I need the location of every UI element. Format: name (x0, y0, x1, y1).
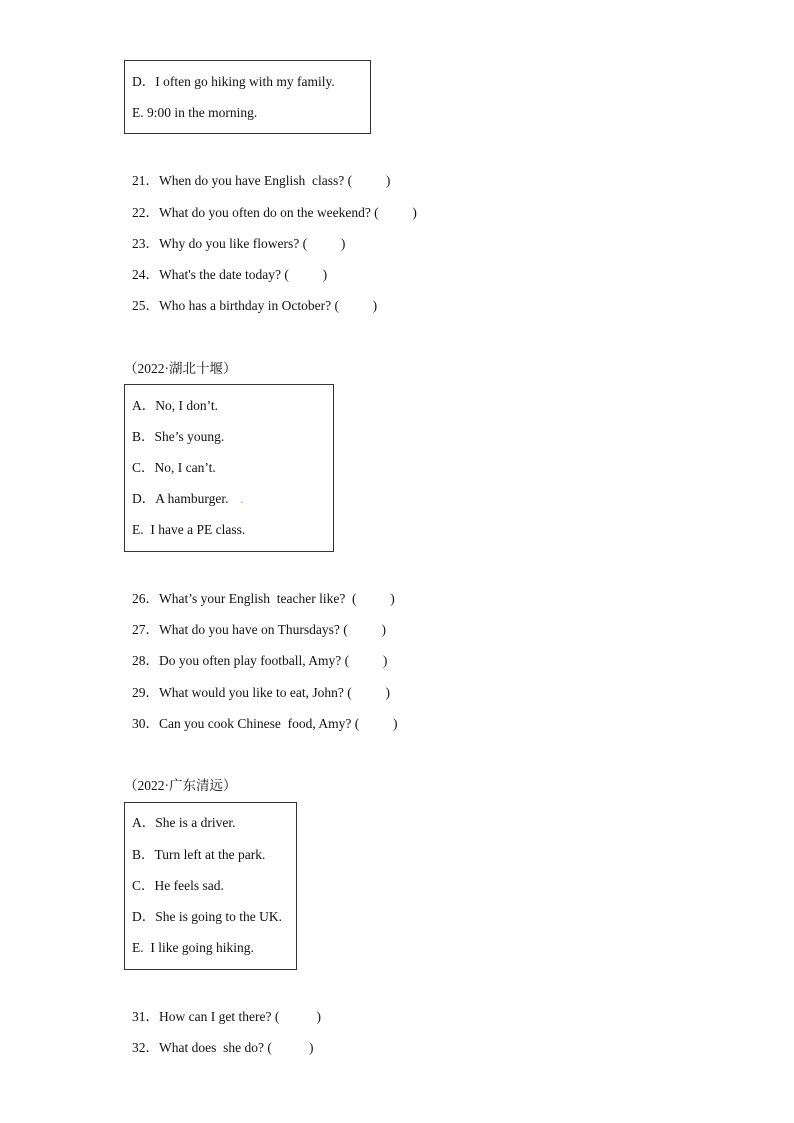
question-25: 25．Who has a birthday in October? ( ) (132, 298, 378, 313)
option-d: D．A hamburger. (132, 491, 229, 506)
question-26: 26．What’s your English teacher like? ( ) (132, 591, 395, 606)
question-24: 24．What's the date today? ( ) (132, 267, 328, 282)
option-b: B．Turn left at the park. (132, 847, 266, 862)
question-29: 29．What would you like to eat, John? ( ) (132, 685, 390, 700)
option-c: C．No, I can’t. (132, 460, 216, 475)
yellow-dot-mark: . (240, 491, 244, 506)
option-a: A．No, I don’t. (132, 398, 218, 413)
option-e: E. 9:00 in the morning. (132, 105, 258, 120)
question-28: 28．Do you often play football, Amy? ( ) (132, 653, 388, 668)
question-30: 30．Can you cook Chinese food, Amy? ( ) (132, 716, 398, 731)
question-22: 22．What do you often do on the weekend? ( ) (132, 205, 417, 220)
source-label-2: （2022·湖北十堰） (124, 361, 237, 376)
option-b: B．She’s young. (132, 429, 225, 444)
option-d: D．I often go hiking with my family. (132, 74, 335, 89)
question-23: 23．Why do you like flowers? ( ) (132, 236, 346, 251)
question-27: 27．What do you have on Thursdays? ( ) (132, 622, 386, 637)
option-e: E. I like going hiking. (132, 940, 254, 955)
options-box-1 (124, 60, 371, 134)
question-31: 31．How can I get there? ( ) (132, 1009, 321, 1024)
question-21: 21．When do you have English class? ( ) (132, 173, 391, 188)
option-e: E. I have a PE class. (132, 522, 246, 537)
question-32: 32．What does she do? ( ) (132, 1040, 314, 1055)
option-a: A．She is a driver. (132, 815, 236, 830)
option-c: C．He feels sad. (132, 878, 224, 893)
source-label-3: （2022·广东清远） (124, 778, 237, 793)
option-d: D．She is going to the UK. (132, 909, 282, 924)
